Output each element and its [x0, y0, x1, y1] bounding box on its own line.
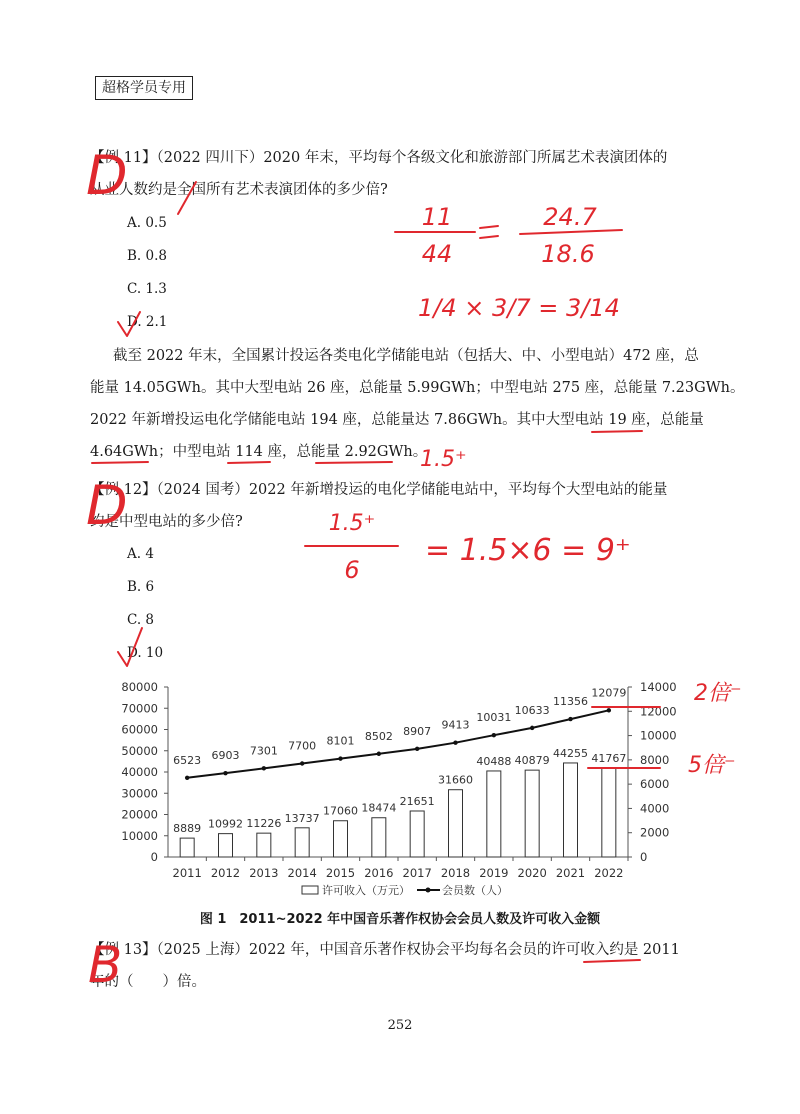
income-bar	[219, 834, 233, 857]
membership-point-label: 10633	[514, 703, 550, 717]
x-axis-tick-label: 2021	[555, 866, 586, 880]
x-axis-tick-label: 2013	[249, 866, 279, 880]
x-axis-tick-label: 2015	[325, 866, 356, 880]
handwritten-calc3: = 1.5×6 = 9⁺	[425, 533, 631, 568]
q13-stem-line2: 年的（ ）倍。	[90, 974, 206, 990]
handwritten-estimate: 1.5⁺	[420, 447, 467, 472]
q11-option-c: C. 1.3	[127, 281, 167, 297]
income-bar	[295, 828, 309, 857]
q12-stem-line2: 约是中型电站的多少倍?	[90, 514, 243, 530]
membership-point-label: 7301	[249, 744, 278, 758]
handwritten-frac2-bar	[520, 230, 622, 234]
membership-point	[377, 752, 381, 756]
left-axis-tick-label: 10000	[121, 828, 158, 843]
income-bar	[564, 763, 578, 857]
q11-option-d: D. 2.1	[127, 314, 168, 330]
passage-line4: 4.64GWh；中型电站 114 座，总能量 2.92GWh。	[90, 444, 428, 460]
income-bar	[410, 811, 424, 857]
income-bar-label: 40879	[514, 754, 550, 768]
membership-point-label: 9413	[441, 718, 470, 732]
membership-point	[185, 776, 189, 780]
handwritten-frac1-num: 11	[421, 203, 453, 231]
handwritten-frac3-den: 6	[344, 556, 360, 584]
membership-point-label: 8907	[403, 724, 432, 738]
handwritten-note-2x: 2倍⁻	[694, 681, 742, 706]
handwritten-answer-q12: D	[86, 474, 128, 537]
legend-line-label: 会员数（人）	[442, 884, 508, 897]
membership-point-label: 8502	[364, 729, 393, 743]
left-axis-tick-label: 70000	[121, 701, 158, 716]
q12-option-a: A. 4	[127, 546, 154, 562]
q12-option-c: C. 8	[127, 612, 155, 628]
x-axis-tick-label: 2011	[172, 866, 202, 880]
membership-point-label: 6523	[173, 753, 202, 767]
x-axis-tick-label: 2018	[440, 866, 471, 880]
membership-income-chart	[0, 672, 800, 912]
income-bar-label: 18474	[361, 801, 397, 815]
handwritten-answer-q13: B	[88, 936, 123, 994]
membership-point	[262, 766, 266, 770]
q12-option-b: B. 6	[127, 579, 155, 595]
q11-option-a: A. 0.5	[127, 215, 167, 231]
membership-point	[568, 717, 572, 721]
income-bar-label: 13737	[284, 811, 320, 825]
x-axis-tick-label: 2022	[594, 866, 624, 880]
income-bar-label: 40488	[476, 754, 512, 768]
q11-option-b: B. 0.8	[127, 248, 167, 264]
right-axis-tick-label: 4000	[640, 801, 670, 816]
x-axis-tick-label: 2020	[517, 866, 547, 880]
membership-point-label: 12079	[591, 686, 627, 700]
income-bar-label: 44255	[553, 746, 588, 760]
income-bar	[487, 771, 501, 857]
membership-point-label: 6903	[211, 749, 240, 763]
left-axis-tick-label: 40000	[121, 765, 158, 779]
handwritten-calc2: 1/4 × 3/7 = 3/14	[418, 294, 620, 322]
q11-stem-line2: 从业人数约是全国所有艺术表演团体的多少倍?	[90, 182, 388, 198]
legend-line-marker	[426, 888, 431, 893]
q12-stem-line1: 【例 12】（2024 国考）2022 年新增投运的电化学储能电站中，平均每个大型电站的能量	[90, 482, 668, 498]
handwritten-answer-q11: D	[86, 144, 128, 207]
income-bar	[180, 838, 194, 857]
handwritten-frac2-num: 24.7	[543, 203, 597, 231]
x-axis-tick-label: 2014	[287, 866, 317, 880]
membership-point-label: 10031	[476, 711, 512, 725]
underline-114	[228, 462, 270, 463]
chart-caption: 图 1 2011~2022 年中国音乐著作权协会会员人数及许可收入金额	[199, 912, 601, 927]
income-bar	[372, 818, 386, 857]
right-axis-tick-label: 0	[640, 850, 648, 864]
x-axis-tick-label: 2016	[364, 866, 394, 880]
x-axis-tick-label: 2019	[479, 866, 509, 880]
left-axis-tick-label: 50000	[121, 743, 158, 758]
right-axis-tick-label: 14000	[640, 680, 677, 694]
underline-4.64	[92, 462, 148, 463]
membership-point	[492, 733, 496, 737]
membership-point	[607, 708, 611, 712]
right-axis-tick-label: 8000	[640, 752, 670, 767]
income-bar-label: 31660	[438, 773, 473, 787]
underline-large-19	[592, 431, 642, 432]
income-bar-label: 10992	[208, 817, 243, 831]
income-bar-label: 17060	[323, 804, 358, 818]
right-axis-tick-label: 2000	[640, 825, 670, 840]
income-bar-label: 41767	[591, 752, 627, 766]
handwritten-note-5x: 5倍⁻	[688, 753, 736, 778]
left-axis-tick-label: 60000	[121, 722, 158, 737]
q13-stem-line1: 【例 13】（2025 上海）2022 年，中国音乐著作权协会平均每名会员的许可收入约是 2011	[90, 942, 680, 958]
income-bar-label: 11226	[246, 817, 282, 831]
income-bar	[525, 770, 539, 857]
x-axis-tick-label: 2012	[210, 866, 241, 880]
legend-bar-label: 许可收入（万元）	[322, 884, 410, 897]
q12-option-d: D. 10	[127, 645, 164, 661]
passage-line2: 能量 14.05GWh。其中大型电站 26 座，总能量 5.99GWh；中型电站 275 座，总能量 7.23GWh。	[90, 380, 745, 396]
handwritten-frac1-den: 44	[421, 240, 453, 268]
right-axis-tick-label: 6000	[640, 777, 670, 792]
income-bar-label: 21651	[399, 794, 435, 808]
left-axis-tick-label: 20000	[121, 807, 158, 822]
right-axis-tick-label: 12000	[640, 704, 677, 719]
passage-line3: 2022 年新增投运电化学储能电站 194 座，总能量达 7.86GWh。其中大型电站 19 座，总能量	[90, 412, 704, 428]
income-bar	[257, 833, 271, 857]
page-number: 252	[387, 1018, 413, 1033]
underline-license-income	[584, 960, 640, 962]
membership-point	[453, 740, 457, 744]
income-bar	[449, 790, 463, 857]
membership-point-label: 8101	[326, 734, 355, 748]
left-axis-tick-label: 0	[150, 850, 158, 864]
page-header-label: 超格学员专用	[95, 76, 193, 100]
membership-point	[300, 761, 304, 765]
q11-stem-line1: 【例 11】（2022 四川下）2020 年末，平均每个各级文化和旅游部门所属艺术表演团体的	[90, 150, 668, 166]
handwritten-frac2-den: 18.6	[541, 240, 595, 268]
underline-2.92	[316, 462, 392, 463]
legend-bar-swatch	[302, 886, 318, 894]
membership-point	[223, 771, 227, 775]
income-bar	[602, 768, 616, 857]
handwritten-frac3-num: 1.5⁺	[328, 511, 376, 536]
membership-point	[338, 756, 342, 760]
x-axis-tick-label: 2017	[402, 866, 432, 880]
handwritten-equals-1	[480, 226, 498, 238]
membership-point	[415, 747, 419, 751]
income-bar	[334, 821, 348, 857]
membership-point	[530, 726, 534, 730]
right-axis-tick-label: 10000	[640, 728, 677, 743]
membership-point-label: 7700	[288, 739, 317, 753]
left-axis-tick-label: 80000	[121, 680, 158, 694]
passage-line1: 截至 2022 年末，全国累计投运各类电化学储能电站（包括大、中、小型电站）472 座，总	[113, 348, 699, 364]
income-bar-label: 8889	[173, 822, 202, 836]
membership-point-label: 11356	[553, 695, 588, 709]
left-axis-tick-label: 30000	[121, 786, 158, 801]
